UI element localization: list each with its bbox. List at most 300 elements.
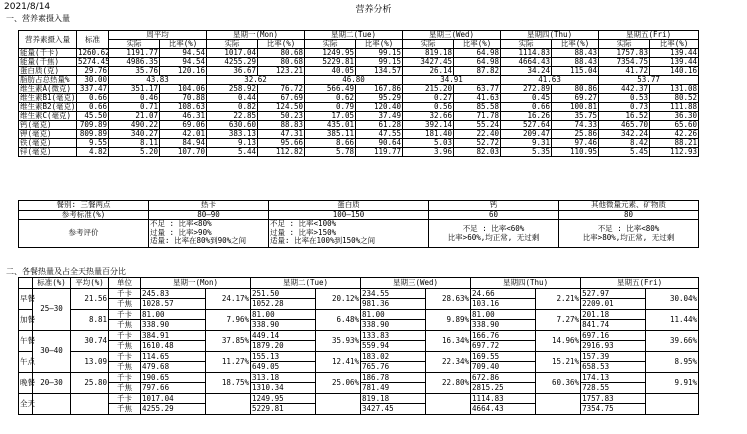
meal-percent: 35.93% (316, 330, 361, 351)
nutrient-ratio: 69.27 (552, 94, 599, 103)
meal-kj: 7354.75 (581, 404, 646, 415)
nutrient-name: 钾(毫克) (19, 130, 77, 139)
nutrient-actual: 5.78 (305, 148, 356, 157)
nutrient-actual: 0.82 (207, 103, 258, 112)
nutrient-actual: 7354.75 (599, 58, 650, 67)
ref-std-label: 参考标准(%) (19, 210, 149, 220)
nutrient-actual: 465.70 (599, 121, 650, 130)
nutrient-name: 脂肪占总热量% (19, 76, 77, 85)
sub-header-actual: 实际 (109, 40, 160, 49)
nutrient-ratio: 71.78 (454, 112, 501, 121)
nutrient-actual: 0.45 (501, 94, 552, 103)
nutrient-actual: 4986.35 (109, 58, 160, 67)
ref-header-kcal: 热卡 (149, 201, 269, 211)
meal-percent: 22.80% (426, 372, 471, 393)
ref-eval-kcal (149, 220, 269, 248)
nutrient-actual: 1114.83 (501, 49, 552, 58)
unit-kcal: 千卡 (109, 393, 141, 404)
meal-average: 8.81 (71, 309, 109, 330)
nutrient-ratio: 167.86 (356, 85, 403, 94)
nutrient-ratio: 140.16 (650, 67, 699, 76)
ref-eval-kcal-ok: 适量: 比率在80%到90%之间 (150, 236, 247, 245)
sub-header-actual: 实际 (305, 40, 356, 49)
nutrient-ratio: 85.58 (454, 103, 501, 112)
col-header-tue: 星期二(Tue) (305, 31, 403, 40)
meal-kcal: 449.14 (251, 330, 316, 341)
nutrient-actual: 5.20 (109, 148, 160, 157)
ref-eval-protein-ok: 适量: 比率在100%到150%之间 (270, 236, 376, 245)
unit-kj: 千焦 (109, 341, 141, 352)
nutrient-ratio: 119.77 (356, 148, 403, 157)
nutrient-ratio: 61.28 (356, 121, 403, 130)
meal-percent: 2.21% (536, 288, 581, 309)
meal-kj: 765.76 (361, 362, 426, 373)
nutrient-percent-of-energy: 43.83 (109, 76, 207, 85)
nutrient-ratio: 55.24 (454, 121, 501, 130)
nutrient-ratio: 139.44 (650, 58, 699, 67)
meal-kj: 2815.25 (471, 383, 536, 394)
section2-heading: 二、各餐热量及占全天热量百分比 (6, 267, 126, 276)
meal-percent: 37.85% (206, 330, 251, 351)
col-header-nutrient: 营养素摄入量 (19, 31, 77, 49)
meal-percent: 9.89% (426, 309, 471, 330)
nutrient-name: 维生素C(毫克) (19, 112, 77, 121)
meal-kcal: 169.55 (471, 351, 536, 362)
meal-kj: 2209.01 (581, 299, 646, 310)
ref-eval-calcium (429, 220, 559, 248)
nutrient-actual: 8.42 (599, 139, 650, 148)
meal-standard (33, 393, 71, 414)
col-header-fri: 星期五(Fri) (581, 278, 699, 289)
nutrient-standard: 5274.45 (78, 57, 110, 66)
nutrient-ratio: 80.68 (258, 49, 305, 58)
nutrient-actual: 442.37 (599, 85, 650, 94)
meal-kcal: 527.97 (581, 288, 646, 299)
nutrient-ratio: 63.77 (454, 85, 501, 94)
nutrient-ratio: 115.04 (552, 67, 599, 76)
meal-kcal: 819.18 (361, 393, 426, 404)
nutrient-ratio: 41.63 (454, 94, 501, 103)
meal-kj: 338.90 (361, 320, 426, 331)
meal-name: 加餐 (19, 309, 33, 330)
nutrient-standard: 337.47 (77, 85, 109, 94)
nutrient-actual: 4255.29 (207, 58, 258, 67)
meal-percent: 20.12% (316, 288, 361, 309)
meal-kcal: 166.76 (471, 330, 536, 341)
ref-std-other: 80 (559, 210, 699, 220)
nutrient-actual: 566.49 (305, 85, 356, 94)
meal-kcal: 672.86 (471, 372, 536, 383)
meal-kj: 1310.34 (251, 383, 316, 394)
nutrient-percent-of-energy: 32.62 (207, 76, 305, 85)
nutrient-actual: 4664.43 (501, 58, 552, 67)
nutrient-standard: 709.89 (77, 121, 109, 130)
meal-percent (646, 393, 699, 414)
nutrient-standard: 29.76 (77, 67, 109, 76)
col-header-unit: 单位 (109, 278, 141, 289)
section1-heading: 一、营养素摄入量 (6, 14, 70, 23)
nutrient-actual: 0.71 (109, 103, 160, 112)
nutrient-actual: 385.11 (305, 130, 356, 139)
meal-kj: 841.74 (581, 320, 646, 331)
meal-kj: 1052.28 (251, 299, 316, 310)
nutrient-ratio: 67.69 (258, 94, 305, 103)
meal-row (19, 330, 699, 341)
ref-header-other: 其他微量元素、矿物质 (559, 201, 699, 211)
nutrient-standard: 9.55 (77, 139, 109, 148)
meal-row (19, 372, 699, 383)
col-header-mon: 星期一(Mon) (141, 278, 251, 289)
meal-kj: 3427.45 (361, 404, 426, 415)
meal-percent: 25.06% (316, 372, 361, 393)
nutrient-actual: 819.18 (403, 49, 454, 58)
nutrient-actual: 8.11 (109, 139, 160, 148)
meal-percent: 12.41% (316, 351, 361, 372)
nutrient-actual: 490.22 (109, 121, 160, 130)
nutrient-actual: 5.44 (207, 148, 258, 157)
col-header-tue: 星期二(Tue) (251, 278, 361, 289)
meal-percent: 11.27% (206, 351, 251, 372)
meal-percent: 18.75% (206, 372, 251, 393)
nutrient-ratio: 94.54 (160, 49, 207, 58)
nutrient-ratio: 80.68 (258, 58, 305, 67)
nutrient-actual: 630.60 (207, 121, 258, 130)
meal-percent: 6.48% (316, 309, 361, 330)
nutrient-ratio: 36.30 (650, 112, 699, 121)
nutrient-ratio: 69.06 (160, 121, 207, 130)
meal-kcal: 1249.95 (251, 393, 316, 404)
nutrient-actual: 5229.81 (305, 58, 356, 67)
meal-kj: 781.49 (361, 383, 426, 394)
col-header-meal (19, 278, 33, 289)
nutrient-actual: 0.73 (599, 103, 650, 112)
meal-kj: 709.40 (471, 362, 536, 373)
unit-kj: 千焦 (109, 299, 141, 310)
meal-average: 13.09 (71, 351, 109, 372)
nutrient-ratio: 108.63 (160, 103, 207, 112)
nutrient-ratio: 112.82 (258, 148, 305, 157)
nutrient-ratio: 64.98 (454, 49, 501, 58)
meal-standard: 30—40 (33, 330, 71, 372)
nutrient-ratio: 99.15 (356, 58, 403, 67)
meal-kcal: 81.00 (251, 309, 316, 320)
ref-eval-calcium-ok: 比率>60%,均正常, 无过剩 (447, 232, 540, 242)
nutrient-actual: 1191.77 (109, 49, 160, 58)
nutrient-actual: 0.66 (501, 103, 552, 112)
nutrient-ratio: 99.15 (356, 49, 403, 58)
nutrient-ratio: 123.21 (258, 67, 305, 76)
nutrient-actual: 392.14 (403, 121, 454, 130)
col-header-thu: 星期四(Thu) (501, 31, 599, 40)
sub-header-ratio: 比率(%) (552, 40, 599, 49)
ref-eval-other (559, 220, 699, 248)
meal-kcal: 245.83 (141, 288, 206, 299)
meal-percent (536, 393, 581, 414)
nutrient-actual: 0.27 (403, 94, 454, 103)
nutrient-standard: 809.89 (77, 130, 109, 139)
nutrient-ratio: 50.23 (258, 112, 305, 121)
ref-header-calcium: 钙 (429, 201, 559, 211)
nutrient-name: 铁(毫克) (19, 139, 77, 148)
nutrient-ratio: 47.31 (258, 130, 305, 139)
meal-percent (206, 393, 251, 414)
ref-std-calcium: 60 (429, 210, 559, 220)
meal-kcal: 190.65 (141, 372, 206, 383)
nutrient-actual: 181.40 (403, 130, 454, 139)
meal-row (19, 309, 699, 320)
meal-row (19, 351, 699, 362)
meal-percent: 11.44% (646, 309, 699, 330)
sub-header-ratio: 比率(%) (356, 40, 403, 49)
meal-percent: 7.27% (536, 309, 581, 330)
nutrient-percent-of-energy: 46.80 (305, 76, 403, 85)
reference-table (18, 200, 699, 248)
meal-kj: 338.90 (251, 320, 316, 331)
nutrient-ratio: 131.08 (650, 85, 699, 94)
nutrient-actual: 9.31 (501, 139, 552, 148)
meal-kcal: 1017.04 (141, 393, 206, 404)
meal-kj: 1028.57 (141, 299, 206, 310)
meal-name: 晚餐 (19, 372, 33, 393)
nutrient-standard: 45.50 (77, 112, 109, 121)
nutrient-standard: 4.82 (77, 148, 109, 157)
meal-kj: 559.94 (361, 341, 426, 352)
meal-kcal: 313.18 (251, 372, 316, 383)
nutrient-actual: 3.96 (403, 148, 454, 157)
nutrient-ratio: 104.06 (160, 85, 207, 94)
meal-kcal: 114.65 (141, 351, 206, 362)
unit-kj: 千焦 (109, 404, 141, 415)
meal-percent: 8.95% (646, 351, 699, 372)
nutrient-standard: 0.66 (77, 94, 109, 103)
nutrient-ratio: 84.94 (160, 139, 207, 148)
sub-header-actual: 实际 (403, 40, 454, 49)
meal-kj: 103.16 (471, 299, 536, 310)
nutrient-standard: 0.66 (77, 103, 109, 112)
meal-average (71, 393, 109, 414)
nutrient-ratio: 37.49 (356, 112, 403, 121)
nutrient-ratio: 124.50 (258, 103, 305, 112)
unit-kcal: 千卡 (109, 351, 141, 362)
meal-kj: 981.36 (361, 299, 426, 310)
sub-header-actual: 实际 (207, 40, 258, 49)
nutrient-ratio: 35.75 (552, 112, 599, 121)
meal-kcal: 384.91 (141, 330, 206, 341)
nutrient-ratio: 120.16 (160, 67, 207, 76)
unit-kcal: 千卡 (109, 330, 141, 341)
nutrient-ratio: 139.44 (650, 49, 699, 58)
nutrient-percent-of-energy: 41.63 (501, 76, 599, 85)
nutrient-actual: 16.52 (599, 112, 650, 121)
nutrient-ratio: 65.60 (650, 121, 699, 130)
unit-kj: 千焦 (109, 320, 141, 331)
col-header-mon: 星期一(Mon) (207, 31, 305, 40)
meal-percent (316, 393, 361, 414)
meal-standard: 20—30 (33, 372, 71, 393)
nutrient-actual: 35.76 (109, 67, 160, 76)
nutrient-ratio: 120.40 (356, 103, 403, 112)
unit-kj: 千焦 (109, 383, 141, 394)
nutrient-ratio: 76.72 (258, 85, 305, 94)
nutrient-name: 蛋白质(克) (19, 67, 77, 76)
col-header-avg-pct: 平均(%) (71, 278, 109, 289)
nutrient-ratio: 107.70 (160, 148, 207, 157)
meal-kj: 797.66 (141, 383, 206, 394)
meal-percent: 16.34% (426, 330, 471, 351)
meal-percent (426, 393, 471, 414)
meal-percent: 24.17% (206, 288, 251, 309)
nutrient-actual: 435.01 (305, 121, 356, 130)
nutrient-actual: 21.07 (109, 112, 160, 121)
meal-kcal: 186.78 (361, 372, 426, 383)
nutrient-actual: 351.17 (109, 85, 160, 94)
nutrient-actual: 5.45 (599, 148, 650, 157)
nutrient-actual: 36.67 (207, 67, 258, 76)
nutrient-actual: 0.46 (109, 94, 160, 103)
meal-standard: 25—30 (33, 288, 71, 330)
meal-name: 早餐 (19, 288, 33, 309)
unit-kcal: 千卡 (109, 309, 141, 320)
meal-kj: 649.05 (251, 362, 316, 373)
nutrient-ratio: 100.81 (552, 103, 599, 112)
meal-kj: 338.90 (141, 320, 206, 331)
meal-kcal: 183.02 (361, 351, 426, 362)
nutrient-actual: 258.92 (207, 85, 258, 94)
nutrient-ratio: 88.21 (650, 139, 699, 148)
meal-percent: 28.63% (426, 288, 471, 309)
meal-percent: 60.36% (536, 372, 581, 393)
ref-std-protein: 100—150 (269, 210, 429, 220)
meal-kj: 1610.48 (141, 341, 206, 352)
nutrient-actual: 342.24 (599, 130, 650, 139)
sub-header-ratio: 比率(%) (160, 40, 207, 49)
ref-header-meals: 餐别: 三餐两点 (19, 201, 149, 211)
nutrient-actual: 383.13 (207, 130, 258, 139)
nutrient-actual: 16.26 (501, 112, 552, 121)
meal-row (19, 393, 699, 404)
nutrient-name: 锌(毫克) (19, 148, 77, 157)
nutrient-ratio: 80.86 (552, 85, 599, 94)
meal-average: 21.56 (71, 288, 109, 309)
meal-kcal: 24.66 (471, 288, 536, 299)
nutrient-ratio: 74.33 (552, 121, 599, 130)
col-header-thu: 星期四(Thu) (471, 278, 581, 289)
meal-kcal: 81.00 (361, 309, 426, 320)
nutrient-actual: 0.56 (403, 103, 454, 112)
ref-eval-other-low: 不足 : 比率<80% (597, 224, 660, 233)
nutrient-name: 钙(毫克) (19, 121, 77, 130)
nutrient-ratio: 42.01 (160, 130, 207, 139)
nutrient-actual: 9.13 (207, 139, 258, 148)
unit-kcal: 千卡 (109, 372, 141, 383)
nutrient-actual: 41.72 (599, 67, 650, 76)
nutrient-ratio: 88.83 (258, 121, 305, 130)
nutrient-ratio: 134.57 (356, 67, 403, 76)
meal-kcal: 81.00 (141, 309, 206, 320)
nutrient-ratio: 82.03 (454, 148, 501, 157)
ref-eval-other-ok: 比率>80%,均正常, 无过剩 (582, 232, 675, 242)
sub-header-actual: 实际 (501, 40, 552, 49)
nutrient-row (19, 148, 699, 157)
report-date: 2021/8/14 (4, 2, 51, 12)
nutrient-name: 能量(千卡) (19, 49, 77, 58)
nutrient-ratio: 95.66 (258, 139, 305, 148)
nutrient-name: 维生素B1(毫克) (20, 93, 76, 102)
nutrient-actual: 0.62 (305, 94, 356, 103)
meal-kj: 2916.93 (581, 341, 646, 352)
meal-percent: 14.96% (536, 330, 581, 351)
sub-header-ratio: 比率(%) (258, 40, 305, 49)
ref-eval-label: 参考评价 (19, 220, 149, 248)
nutrient-actual: 5.35 (501, 148, 552, 157)
nutrient-ratio: 46.31 (160, 112, 207, 121)
meal-average: 25.80 (71, 372, 109, 393)
nutrient-ratio: 97.46 (552, 139, 599, 148)
nutrient-actual: 26.14 (403, 67, 454, 76)
nutrient-actual: 209.47 (501, 130, 552, 139)
nutrient-ratio: 70.88 (160, 94, 207, 103)
nutrient-ratio: 25.86 (552, 130, 599, 139)
meal-percent: 9.91% (646, 372, 699, 393)
unit-kj: 千焦 (109, 362, 141, 373)
meal-percent: 15.21% (536, 351, 581, 372)
meal-kj: 479.68 (141, 362, 206, 373)
meal-kj: 338.90 (471, 320, 536, 331)
nutrient-actual: 34.24 (501, 67, 552, 76)
sub-header-ratio: 比率(%) (454, 40, 501, 49)
meal-kj: 5229.81 (251, 404, 316, 415)
nutrient-percent-of-energy: 34.91 (403, 76, 501, 85)
nutrient-ratio: 94.54 (160, 58, 207, 67)
nutrient-actual: 17.05 (305, 112, 356, 121)
nutrient-ratio: 87.82 (454, 67, 501, 76)
meal-name: 午餐 (19, 330, 33, 351)
nutrient-ratio: 112.93 (650, 148, 699, 157)
meal-row (19, 288, 699, 299)
nutrient-standard: 30.00 (77, 76, 109, 85)
ref-eval-protein-low: 不足 : 比率<100% (270, 219, 337, 228)
meal-kcal: 174.13 (581, 372, 646, 383)
nutrient-ratio: 95.29 (356, 94, 403, 103)
sub-header-actual: 实际 (599, 40, 650, 49)
meal-kcal: 697.16 (581, 330, 646, 341)
nutrient-ratio: 22.40 (454, 130, 501, 139)
meal-kj: 4255.29 (141, 404, 206, 415)
nutrient-actual: 340.27 (109, 130, 160, 139)
nutrient-ratio: 88.43 (552, 58, 599, 67)
nutrient-actual: 32.66 (403, 112, 454, 121)
meal-name: 全天 (19, 393, 33, 414)
col-header-wed: 星期三(Wed) (403, 31, 501, 40)
meal-kj: 697.72 (471, 341, 536, 352)
meal-kcal: 155.13 (251, 351, 316, 362)
nutrient-percent-of-energy: 53.77 (599, 76, 699, 85)
meal-kj: 728.55 (581, 383, 646, 394)
col-header-std-pct: 标准(%) (33, 278, 71, 289)
meal-name: 午点 (19, 351, 33, 372)
col-header-wed: 星期三(Wed) (361, 278, 471, 289)
meal-energy-table (18, 277, 699, 415)
sub-header-ratio: 比率(%) (650, 40, 699, 49)
meal-kcal: 234.55 (361, 288, 426, 299)
nutrient-ratio: 42.26 (650, 130, 699, 139)
nutrient-actual: 272.89 (501, 85, 552, 94)
meal-kcal: 81.00 (471, 309, 536, 320)
nutrient-actual: 215.20 (403, 85, 454, 94)
ref-eval-protein (269, 220, 429, 248)
meal-percent: 7.96% (206, 309, 251, 330)
nutrient-actual: 527.64 (501, 121, 552, 130)
